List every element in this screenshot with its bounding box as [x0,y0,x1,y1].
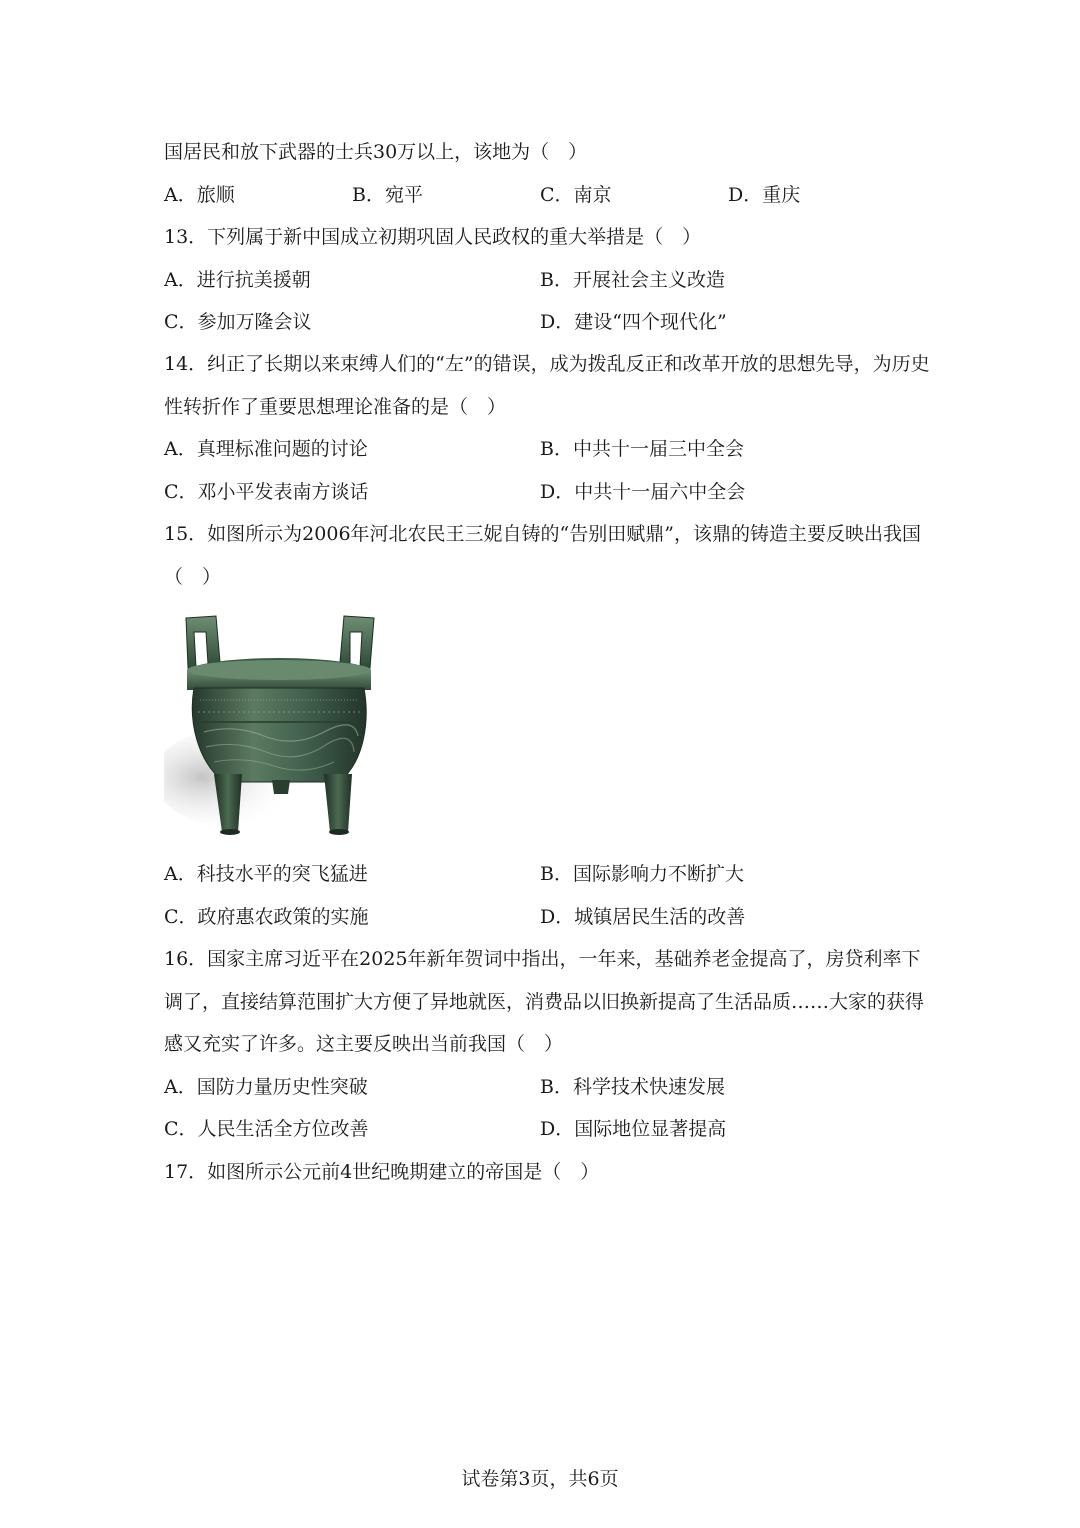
q12-option-b[interactable]: B．宛平 [352,184,423,206]
q13-stem: 13．下列属于新中国成立初期巩固人民政权的重大举措是（ ） [164,226,702,248]
q14-option-d[interactable]: D．中共十一届六中全会 [540,481,746,503]
q13-option-d[interactable]: D．建设“四个现代化” [540,311,727,333]
q14-option-c[interactable]: C．邓小平发表南方谈话 [164,481,369,503]
q14-option-b[interactable]: B．中共十一届三中全会 [540,438,744,460]
q16-stem-line3: 感又充实了许多。这主要反映出当前我国（ ） [164,1033,564,1055]
q16-stem-line1: 16．国家主席习近平在2025年新年贺词中指出，一年来，基础养老金提高了，房贷利率下 [164,948,921,970]
q16-stem-line2: 调了，直接结算范围扩大方便了异地就医，消费品以旧换新提高了生活品质……大家的获得 [164,991,925,1013]
q16-option-a[interactable]: A．国防力量历史性突破 [164,1076,368,1098]
q15-option-a[interactable]: A．科技水平的突飞猛进 [164,863,368,885]
q14-stem-line2: 性转折作了重要思想理论准备的是（ ） [164,396,507,418]
q15-option-d[interactable]: D．城镇居民生活的改善 [540,906,746,928]
q15-stem-line2: （ ） [164,566,222,588]
q17-stem: 17．如图所示公元前4世纪晚期建立的帝国是（ ） [164,1161,600,1183]
page-footer: 试卷第3页，共6页 [461,1468,619,1490]
q12-option-d[interactable]: D．重庆 [728,184,801,206]
q12-option-a[interactable]: A．旅顺 [164,184,235,206]
q13-option-b[interactable]: B．开展社会主义改造 [540,269,725,291]
q16-option-d[interactable]: D．国际地位显著提高 [540,1118,727,1140]
q15-option-c[interactable]: C．政府惠农政策的实施 [164,906,369,928]
q12-option-c[interactable]: C．南京 [540,184,612,206]
q16-option-c[interactable]: C．人民生活全方位改善 [164,1118,369,1140]
q16-option-b[interactable]: B．科学技术快速发展 [540,1076,725,1098]
q15-option-b[interactable]: B．国际影响力不断扩大 [540,863,744,885]
q15-stem-line1: 15．如图所示为2006年河北农民王三妮自铸的“告别田赋鼎”，该鼎的铸造主要反映出我国 [164,523,921,545]
q14-option-a[interactable]: A．真理标准问题的讨论 [164,438,368,460]
q13-option-c[interactable]: C．参加万隆会议 [164,311,312,333]
q14-stem-line1: 14．纠正了长期以来束缚人们的“左”的错误，成为拨乱反正和改革开放的思想先导，为历史 [164,353,930,375]
q13-option-a[interactable]: A．进行抗美援朝 [164,269,311,291]
ding-cauldron-image [164,612,379,842]
q12-stem-continuation: 国居民和放下武器的士兵30万以上，该地为（ ） [164,141,588,163]
